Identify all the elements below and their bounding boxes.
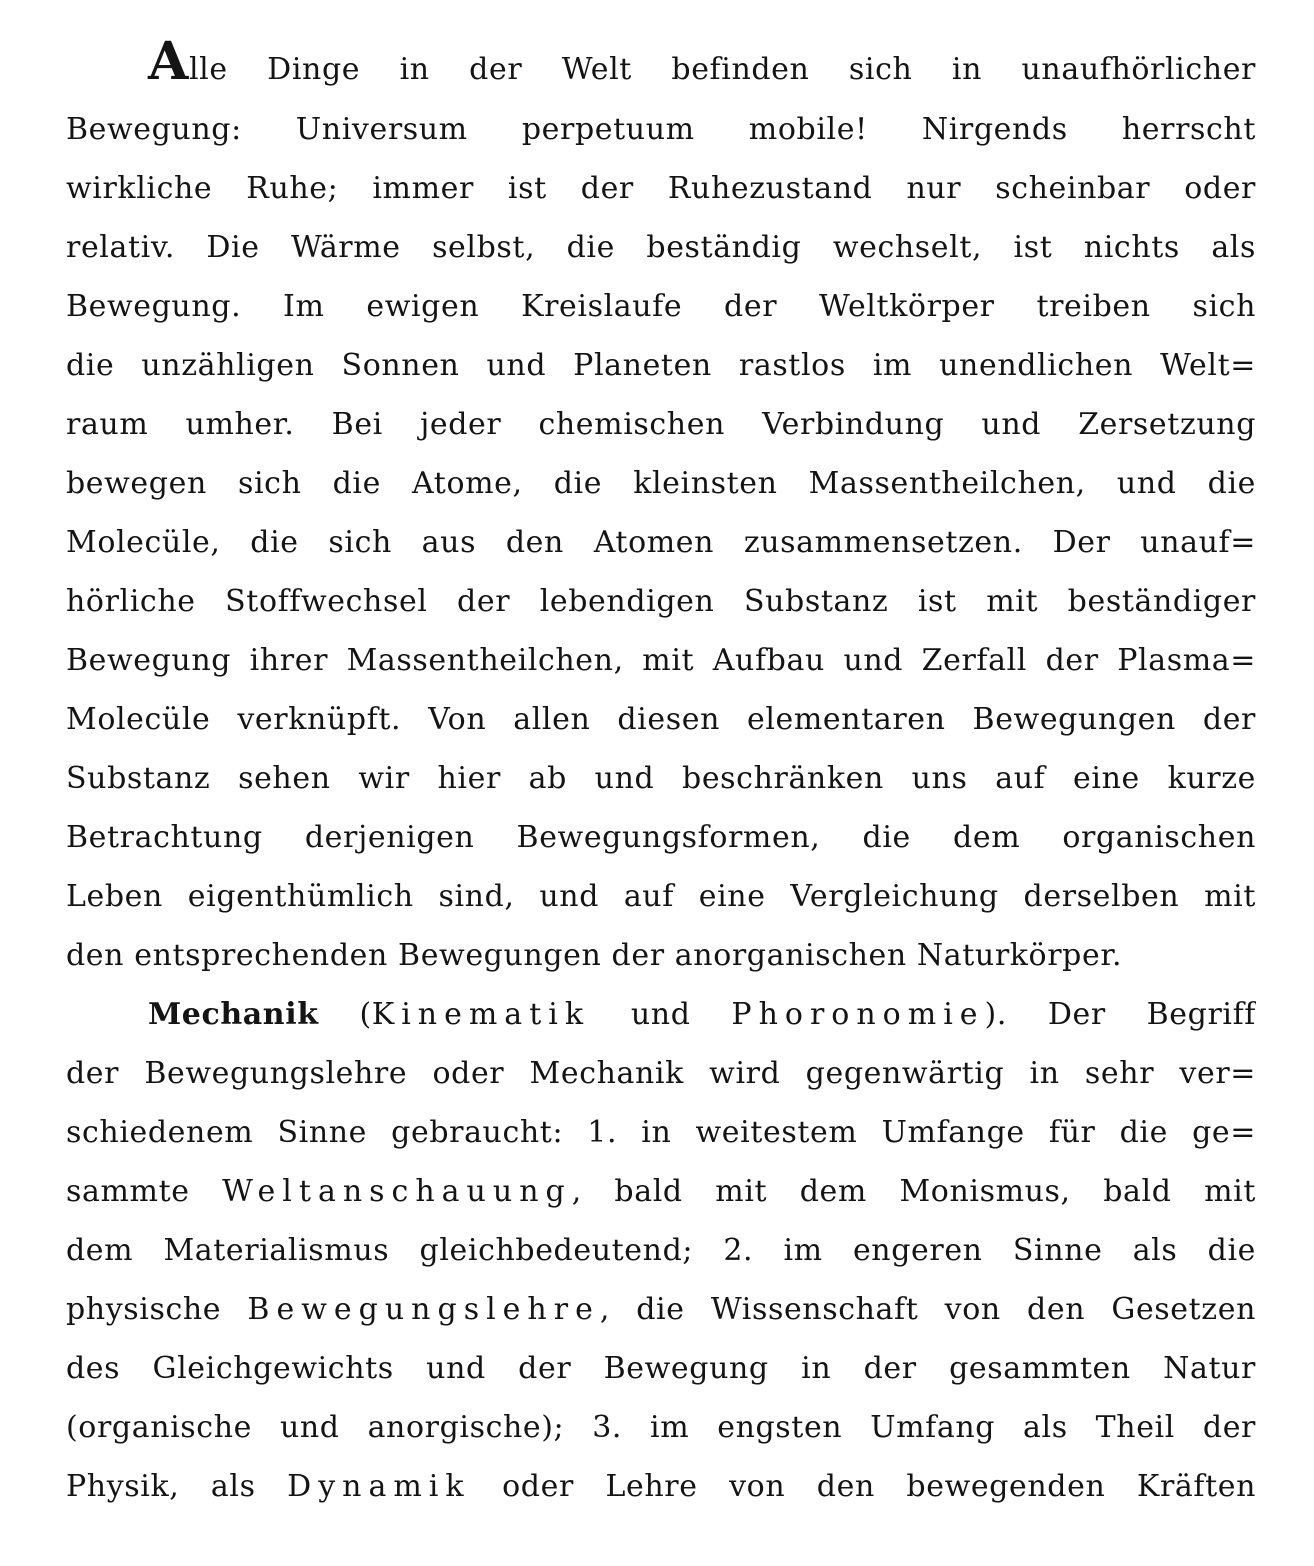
text-line: Molecüle, die sich aus den Atomen zusammensetzen. Der unauf= (66, 525, 1256, 560)
text-line: bewegen sich die Atome, die kleinsten Massentheilchen, und die (66, 466, 1256, 501)
text-line: hörliche Stoffwechsel der lebendigen Substanz ist mit beständiger (66, 584, 1256, 619)
text-line: der Bewegungslehre oder Mechanik wird gegenwärtig in sehr ver= (66, 1056, 1256, 1091)
line-text: sammte (66, 1174, 223, 1209)
text-line: Leben eigenthümlich sind, und auf eine Vergleichung derselben mit (66, 879, 1256, 914)
text-line: des Gleichgewichts und der Bewegung in der gesammten Natur (66, 1351, 1256, 1386)
drop-initial: A (148, 36, 189, 92)
text-line (66, 1162, 1256, 1221)
spaced-term: Bewegungslehre (247, 1292, 600, 1327)
text-line: wirkliche Ruhe; immer ist der Ruhezustand nur scheinbar oder (66, 171, 1256, 206)
text-line: Bewegung. Im ewigen Kreislaufe der Weltkörper treiben sich (66, 289, 1256, 324)
line-text: oder Lehre von den bewegenden Kräften (470, 1469, 1256, 1504)
line-text: lle Dinge in der Welt befinden sich in unaufhörlicher (188, 52, 1256, 87)
spaced-term: Dynamik (287, 1469, 471, 1504)
text-line (66, 1457, 1256, 1516)
body-text (66, 36, 1256, 1516)
text-line: den entsprechenden Bewegungen der anorganischen Naturkörper. (66, 938, 1123, 973)
spaced-term: Phoronomie (731, 997, 985, 1032)
line-text: Physik, als (66, 1469, 288, 1504)
text-line: Substanz sehen wir hier ab und beschränken uns auf eine kurze (66, 761, 1256, 796)
text-line: Bewegung: Universum perpetuum mobile! Nirgends herrscht (66, 112, 1256, 147)
text-line: Molecüle verknüpft. Von allen diesen elementaren Bewegungen der (66, 702, 1256, 737)
text-line: relativ. Die Wärme selbst, die beständig wechselt, ist nichts als (66, 230, 1256, 265)
line-text: physische (66, 1292, 248, 1327)
text-line: schiedenem Sinne gebraucht: 1. in weitestem Umfange für die ge= (66, 1115, 1256, 1150)
section-heading: Mechanik (148, 997, 319, 1032)
text-line: die unzähligen Sonnen und Planeten rastlos im unendlichen Welt= (66, 348, 1256, 383)
section-heading-line (66, 985, 1256, 1044)
text-line: (organische und anorgische); 3. im engsten Umfang als Theil der (66, 1410, 1256, 1445)
spaced-term: Kinematik (371, 997, 591, 1032)
line-text: ). Der Begriff (984, 997, 1256, 1032)
spaced-term: Weltanschauung (222, 1174, 572, 1209)
text-line: raum umher. Bei jeder chemischen Verbindung und Zersetzung (66, 407, 1256, 442)
text-line: Bewegung ihrer Massentheilchen, mit Aufbau und Zerfall der Plasma= (66, 643, 1256, 678)
text-line: dem Materialismus gleichbedeutend; 2. im engeren Sinne als die (66, 1233, 1256, 1268)
text-line (66, 36, 1256, 100)
line-text: und (590, 997, 732, 1032)
line-text: ( (318, 997, 372, 1032)
text-line (66, 1280, 1256, 1339)
line-text: , die Wissenschaft von den Gesetzen (599, 1292, 1256, 1327)
text-line: Betrachtung derjenigen Bewegungsformen, die dem organischen (66, 820, 1256, 855)
line-text: , bald mit dem Monismus, bald mit (571, 1174, 1256, 1209)
